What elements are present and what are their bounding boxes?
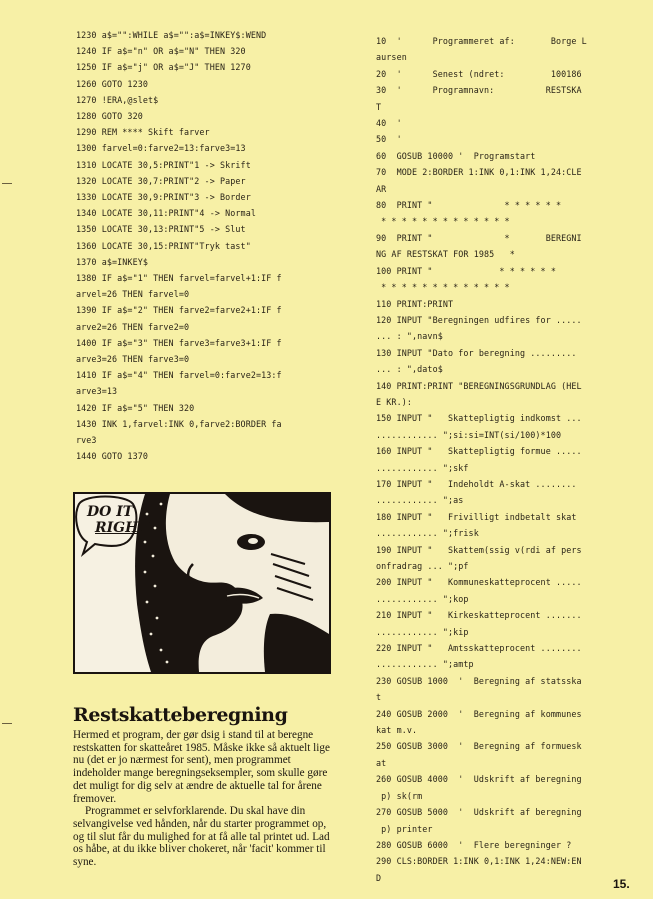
code-line: 1320 LOCATE 30,7:PRINT"2 -> Paper bbox=[76, 175, 246, 186]
code-line: p) sk(rm bbox=[376, 790, 423, 801]
code-line: 260 GOSUB 4000 ' Udskrift af beregning bbox=[376, 774, 582, 785]
code-line: 130 INPUT "Dato for beregning ......... bbox=[376, 347, 577, 358]
code-line: 70 MODE 2:BORDER 1:INK 0,1:INK 1,24:CLE bbox=[376, 167, 582, 178]
margin-mark bbox=[2, 183, 12, 184]
code-line: 140 PRINT:PRINT "BEREGNINGSGRUNDLAG (HEL bbox=[376, 380, 582, 391]
code-line: ............ ";skf bbox=[376, 462, 469, 473]
code-line: 240 GOSUB 2000 ' Beregning af kommunes bbox=[376, 708, 582, 719]
speech-bubble-text bbox=[87, 504, 149, 536]
code-line: 200 INPUT " Kommuneskatteprocent ..... bbox=[376, 577, 582, 588]
code-line: 1400 IF a$="3" THEN farve3=farve3+1:IF f bbox=[76, 337, 282, 348]
left-code-listing bbox=[76, 27, 334, 464]
code-line: 1280 GOTO 320 bbox=[76, 111, 143, 122]
speech-line-1: DO IT bbox=[87, 504, 134, 520]
code-line: 50 ' bbox=[376, 134, 402, 145]
code-line: 1310 LOCATE 30,5:PRINT"1 -> Skrift bbox=[76, 159, 251, 170]
code-line: 1260 GOTO 1230 bbox=[76, 78, 148, 89]
code-line: ............ ";si:si=INT(si/100)*100 bbox=[376, 429, 562, 440]
code-line: * * * * * * * * * * * * * bbox=[376, 282, 510, 293]
code-line: 280 GOSUB 6000 ' Flere beregninger ? bbox=[376, 839, 572, 850]
code-line: 60 GOSUB 10000 ' Programstart bbox=[376, 150, 536, 161]
code-line: 190 INPUT " Skattem(ssig v(rdi af pers bbox=[376, 544, 582, 555]
code-line: NG AF RESTSKAT FOR 1985 * bbox=[376, 249, 515, 260]
code-line: 1290 REM **** Skift farver bbox=[76, 127, 210, 138]
code-line: 1330 LOCATE 30,9:PRINT"3 -> Border bbox=[76, 192, 251, 203]
code-line: kat m.v. bbox=[376, 725, 418, 736]
right-code-listing bbox=[376, 33, 641, 886]
code-line: 80 PRINT " * * * * * * bbox=[376, 200, 562, 211]
code-line: 1370 a$=INKEY$ bbox=[76, 256, 148, 267]
code-line: 90 PRINT " * BEREGNI bbox=[376, 232, 582, 243]
code-line: ... : ",dato$ bbox=[376, 364, 443, 375]
code-line: 10 ' Programmeret af: Borge L bbox=[376, 36, 587, 46]
code-line: 1340 LOCATE 30,11:PRINT"4 -> Normal bbox=[76, 208, 256, 219]
article-paragraph-2: Programmet er selvforklarende. Du skal have din selvangivelse ved hånden, når du starter programmet op, og til slut får du mulighed for at få alle tal printet ud. Lad os håbe, at du ikke bliver chokeret, når 'facit' kommer til syne. bbox=[73, 805, 330, 869]
page-number: 15. bbox=[613, 877, 630, 891]
code-line: E KR.): bbox=[376, 396, 412, 407]
code-line: ... : ",navn$ bbox=[376, 331, 443, 342]
code-line: 1410 IF a$="4" THEN farvel=0:farve2=13:f bbox=[76, 370, 282, 381]
code-line: 1350 LOCATE 30,13:PRINT"5 -> Slut bbox=[76, 224, 246, 235]
code-line: 180 INPUT " Frivilligt indbetalt skat bbox=[376, 511, 577, 522]
code-line: 1430 INK 1,farvel:INK 0,farve2:BORDER fa bbox=[76, 418, 282, 429]
code-line: 120 INPUT "Beregningen udfires for ..... bbox=[376, 314, 582, 325]
code-line: aursen bbox=[376, 52, 407, 63]
code-line: p) printer bbox=[376, 823, 433, 834]
code-line: 1380 IF a$="1" THEN farvel=farvel+1:IF f bbox=[76, 273, 282, 284]
code-line: 1250 IF a$="j" OR a$="J" THEN 1270 bbox=[76, 62, 251, 73]
code-line: at bbox=[376, 757, 387, 768]
code-line: 150 INPUT " Skattepligtig indkomst ... bbox=[376, 413, 582, 424]
code-line: 1360 LOCATE 30,15:PRINT"Tryk tast" bbox=[76, 240, 251, 251]
speech-line-2: RIGHT bbox=[95, 520, 149, 536]
code-line: ............ ";kop bbox=[376, 593, 469, 604]
code-line: 270 GOSUB 5000 ' Udskrift af beregning bbox=[376, 807, 582, 818]
code-line: 20 ' Senest (ndret: 100186 bbox=[376, 68, 582, 79]
code-line: 220 INPUT " Amtsskatteprocent ........ bbox=[376, 643, 582, 654]
code-line: t bbox=[376, 692, 382, 703]
code-line: 160 INPUT " Skattepligtig formue ..... bbox=[376, 446, 582, 457]
code-line: 290 CLS:BORDER 1:INK 0,1:INK 1,24:NEW:EN bbox=[376, 856, 582, 867]
code-line: T bbox=[376, 101, 382, 112]
code-line: 100 PRINT " * * * * * * bbox=[376, 265, 556, 276]
code-line: 110 PRINT:PRINT bbox=[376, 298, 454, 309]
code-line: * * * * * * * * * * * * * bbox=[376, 216, 510, 227]
code-line: arve2=26 THEN farve2=0 bbox=[76, 321, 190, 332]
article bbox=[73, 704, 331, 869]
code-line: 250 GOSUB 3000 ' Beregning af formuesk bbox=[376, 741, 582, 752]
code-line: rve3 bbox=[76, 435, 97, 446]
article-title: Restskatteberegning bbox=[73, 704, 288, 726]
code-line: ............ ";as bbox=[376, 495, 464, 506]
code-line: arve3=13 bbox=[76, 386, 118, 397]
code-line: onfradrag ... ";pf bbox=[376, 561, 469, 571]
code-line: 210 INPUT " Kirkeskatteprocent ....... bbox=[376, 610, 582, 621]
code-line: 1240 IF a$="n" OR a$="N" THEN 320 bbox=[76, 46, 246, 57]
code-line: 1270 !ERA,@slet$ bbox=[76, 94, 159, 105]
code-line: arvel=26 THEN farvel=0 bbox=[76, 289, 190, 300]
code-line: 30 ' Programnavn: RESTSKA bbox=[376, 85, 582, 96]
margin-mark bbox=[2, 723, 12, 724]
code-line: AR bbox=[376, 183, 387, 194]
code-line: 1300 farvel=0:farve2=13:farve3=13 bbox=[76, 143, 246, 154]
code-line: 170 INPUT " Indeholdt A-skat ........ bbox=[376, 478, 577, 489]
code-line: 40 ' bbox=[376, 118, 402, 129]
code-line: ............ ";kip bbox=[376, 626, 469, 637]
code-line: ............ ";frisk bbox=[376, 528, 479, 539]
code-line: ............ ";amtp bbox=[376, 659, 474, 670]
article-paragraph-1: Hermed et program, der gør dsig i stand til at beregne restskatten for skatteåret 1985. Måske ikke så aktuelt lige nu (det er jo nærmest for sent), men programmet indeholder mange beregningseksempler, som skulle gøre det muligt for dig selv at ændre de aktuelle tal for årene fremover. bbox=[73, 729, 330, 805]
code-line: 1390 IF a$="2" THEN farve2=farve2+1:IF f bbox=[76, 305, 282, 316]
code-line: arve3=26 THEN farve3=0 bbox=[76, 354, 190, 365]
code-line: 1230 a$="":WHILE a$="":a$=INKEY$:WEND bbox=[76, 30, 267, 40]
code-line: D bbox=[376, 872, 382, 883]
code-line: 230 GOSUB 1000 ' Beregning af statsska bbox=[376, 675, 582, 686]
code-line: 1420 IF a$="5" THEN 320 bbox=[76, 402, 195, 413]
cartoon-illustration bbox=[73, 492, 331, 674]
code-line: 1440 GOTO 1370 bbox=[76, 451, 148, 462]
